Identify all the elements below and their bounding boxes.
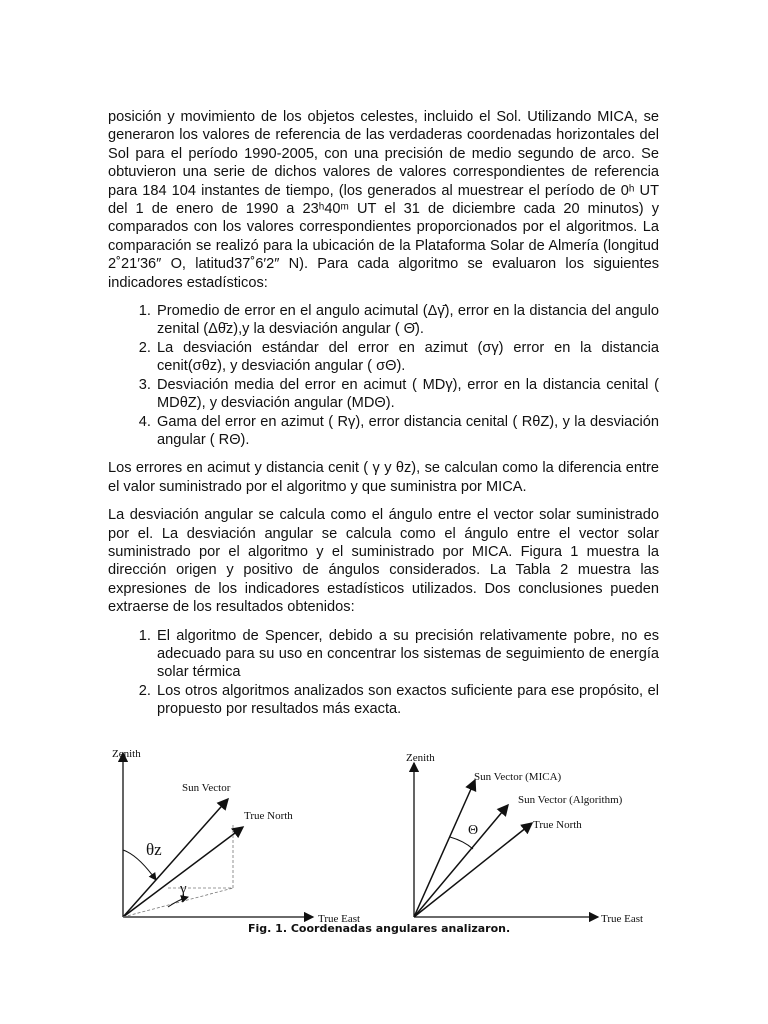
- list-item: 3. Desviación media del error en acimut ( MDγ), error en la distancia cenital ( MDθZ), y desviación angular (MDΘ).: [155, 376, 659, 413]
- projection-line: [123, 888, 233, 917]
- sun-vector-line: [123, 799, 228, 917]
- list-item: 2. Los otros algoritmos analizados son exactos suficiente para ese propósito, el propuesto por resultados más exacta.: [155, 682, 659, 719]
- list-item: 1. Promedio de error en el angulo acimutal (Δγ̄), error en la distancia del angulo zenital (Δθ̄z),y la desviación angular ( Θ̄).: [155, 302, 659, 339]
- gamma-arc: [168, 897, 188, 907]
- article-body: [108, 108, 659, 729]
- paragraph-intro: posición y movimiento de los objetos celestes, incluido el Sol. Utilizando MICA, se generaron los valores de referencia de las verdaderas coordenadas horizontales del Sol para el período 1990-2005, con una precisión de medio segundo de arco. Se obtuvieron una serie de dichos valores de valores correspondientes de referencia para 184 104 instantes de tiempo, (los generados al muestrear el período de 0ʰ UT del 1 de enero de 1990 a 23ʰ40ᵐ UT el 31 de diciembre cada 20 minutos) y comparados con los valores correspondientes proporcionados por el algoritmos. La comparación se realizó para la ubicación de la Plataforma Solar de Almería (longitud 2˚21′36″ O, latitud37˚6′2″ N). Para cada algoritmo se evaluaron los siguientes indicadores estadísticos:: [108, 109, 659, 291]
- theta-label: Θ: [468, 823, 479, 838]
- paragraph-deviation: La desviación angular se calcula como el ángulo entre el vector solar suministrado por el. La desviación angular se calcula como el ángulo entre el vector solar suministrado por el algoritmo y el suministrado por MICA. Figura 1 muestra la dirección origen y positivo de ángulos considerados. La Tabla 2 muestra las expresiones de los indicadores estadísticos utilizados. Dos conclusiones pueden extraerse de los resultados obtenidos:: [108, 507, 659, 616]
- figure-angular-coordinates: [108, 745, 668, 945]
- figure-caption: Fig. 1. Coordenadas angulares analizaron.: [248, 922, 511, 935]
- sun-vector-label: Sun Vector: [182, 782, 231, 794]
- list-item: 4. Gama del error en azimut ( Rγ), error distancia cenital ( RθZ), y la desviación angular ( RΘ).: [155, 413, 659, 450]
- zenith-label: Zenith: [112, 748, 141, 760]
- paragraph-errors: Los errores en acimut y distancia cenit ( γ y θz), se calculan como la diferencia entre el valor suministrado por el algoritmo y que suministra por MICA.: [108, 460, 659, 495]
- true-east-label: True East: [318, 913, 361, 925]
- figure-diagrams: [108, 745, 668, 925]
- sun-mica-label: Sun Vector (MICA): [474, 771, 562, 783]
- indicator-list: [108, 302, 659, 449]
- zenith-label: Zenith: [406, 752, 435, 764]
- theta-arc: [450, 837, 473, 849]
- north-line: [123, 827, 243, 917]
- left-diagram: [112, 748, 360, 925]
- list-item: 1. El algoritmo de Spencer, debido a su precisión relativamente pobre, no es adecuado para su uso en concentrar los sistemas de seguimiento de energía solar térmica: [155, 627, 659, 682]
- true-north-label: True North: [533, 819, 582, 831]
- sun-vector-mica-line: [414, 780, 475, 917]
- gamma-label: γ: [180, 881, 187, 897]
- list-item: 2. La desviación estándar del error en azimut (σγ) error en la distancia cenit(σθz), y desviación angular ( σΘ).: [155, 339, 659, 376]
- theta-z-label: θz: [146, 840, 162, 859]
- right-diagram: [406, 752, 643, 925]
- true-north-label: True North: [244, 810, 293, 822]
- sun-vector-algorithm-line: [414, 805, 508, 917]
- sun-algorithm-label: Sun Vector (Algorithm): [518, 794, 623, 806]
- true-east-label: True East: [601, 913, 644, 925]
- conclusion-list: [108, 627, 659, 719]
